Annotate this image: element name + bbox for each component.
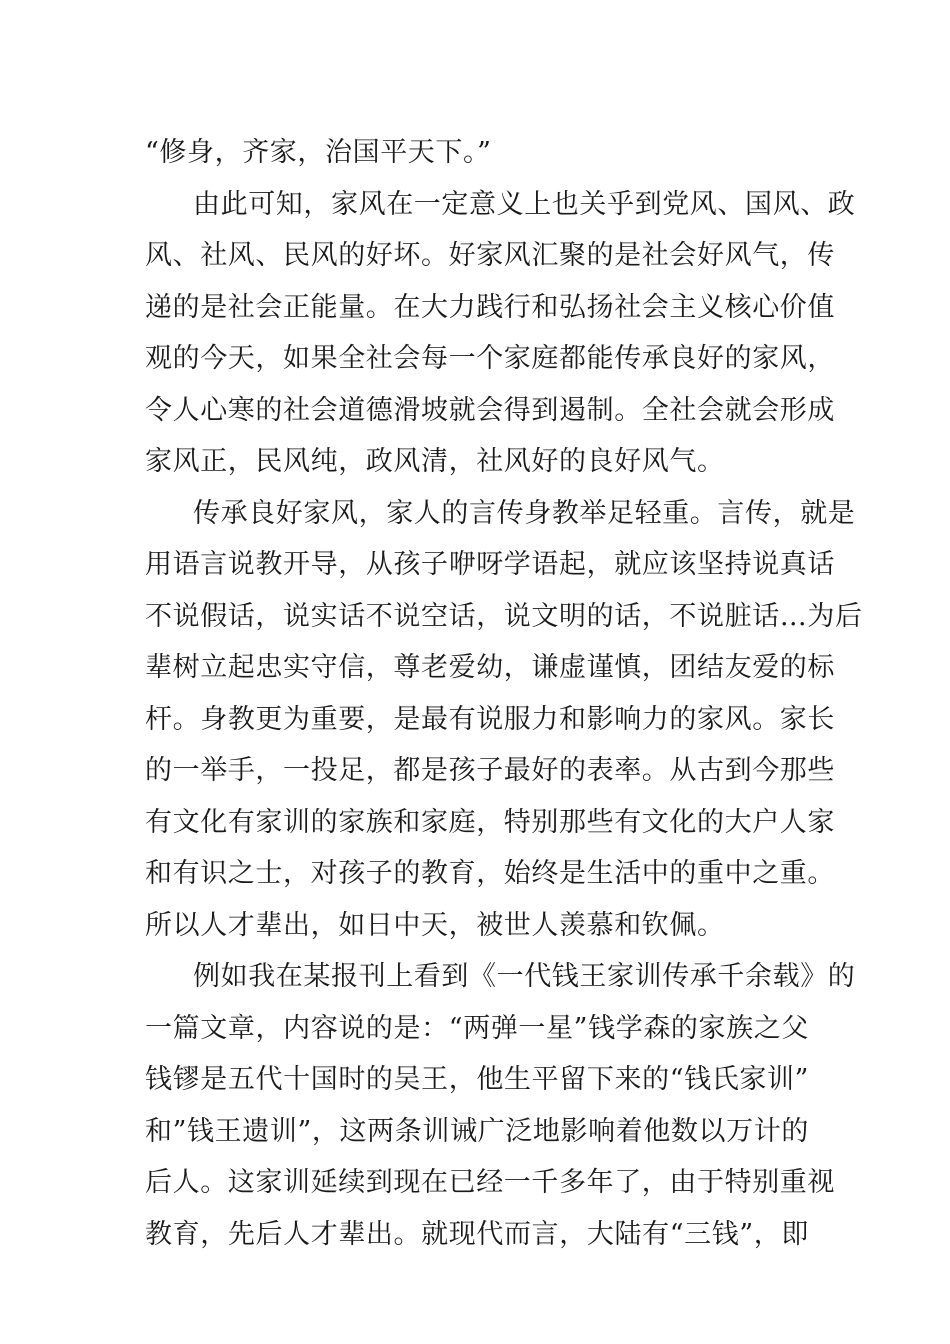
paragraph-end-line: 所以人才辈出，如日中天，被世人羡慕和钦佩。: [145, 909, 725, 941]
text-line: 教育，先后人才辈出。就现代而言，大陆有“三钱”，即: [145, 1218, 809, 1250]
text-line: 一篇文章，内容说的是：“两弹一星”钱学森的家族之父: [145, 1012, 809, 1044]
paragraph-start-line: 例如我在某报刊上看到《一代钱王家训传承千余载》的: [193, 961, 856, 992]
text-line: “修身，齐家，治国平天下。”: [145, 137, 492, 168]
text-line: 用语言说教开导，从孩子咿呀学语起，就应该坚持说真话: [145, 549, 835, 580]
text-line: 递的是社会正能量。在大力践行和弘扬社会主义核心价值: [145, 291, 835, 323]
text-line: 有文化有家训的家族和家庭，特别那些有文化的大户人家: [145, 806, 835, 838]
text-line: 不说假话，说实话不说空话，说文明的话，不说脏话…为后: [145, 600, 863, 632]
document-body: [145, 127, 863, 1260]
paragraph-end-line: 家风正，民风纯，政风清，社风好的良好风气。: [145, 446, 725, 477]
paragraph-start-line: 传承良好家风，家人的言传身教举足轻重。言传，就是: [193, 497, 856, 529]
text-line: 风、社风、民风的好坏。好家风汇聚的是社会好风气，传: [145, 240, 835, 271]
text-line: 辈树立起忠实守信，尊老爱幼，谦虚谨慎，团结友爱的标: [145, 652, 835, 683]
text-line: 和”钱王遗训”，这两条训诫广泛地影响着他数以万计的: [145, 1115, 809, 1147]
text-line: 和有识之士，对孩子的教育，始终是生活中的重中之重。: [145, 858, 835, 889]
text-line: 观的今天，如果全社会每一个家庭都能传承良好的家风，: [145, 343, 835, 374]
text-line: 杆。身教更为重要，是最有说服力和影响力的家风。家长: [145, 703, 835, 735]
text-line: 钱镠是五代十国时的吴王，他生平留下来的“钱氏家训”: [145, 1064, 809, 1095]
text-line: 后人。这家训延续到现在已经一千多年了，由于特别重视: [145, 1167, 835, 1198]
text-line: 的一举手，一投足，都是孩子最好的表率。从古到今那些: [145, 755, 835, 786]
text-line: 令人心寒的社会道德滑坡就会得到遏制。全社会就会形成: [145, 394, 835, 426]
paragraph-start-line: 由此可知，家风在一定意义上也关乎到党风、国风、政: [193, 188, 856, 220]
